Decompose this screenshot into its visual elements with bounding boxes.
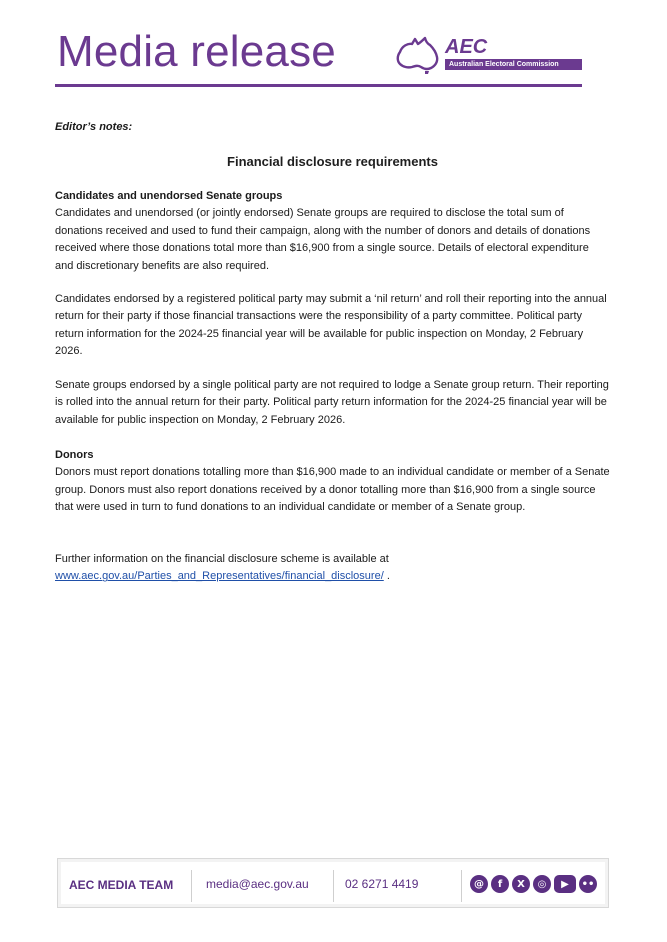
section-title: Candidates and unendorsed Senate groups [55, 190, 283, 202]
logo-subtitle: Australian Electoral Commission [449, 61, 559, 68]
header-divider [55, 84, 582, 87]
further-information [55, 551, 610, 586]
editors-notes-label: Editor’s notes: [55, 121, 133, 133]
paragraph: Candidates endorsed by a registered political party may submit a ‘nil return’ and roll their reporting into the annual return for their party if those financial transactions were the responsibility of a party committee. Political party return information for the 2024-25 financial year will be available for public inspection on Monday, 2 February 2026. [55, 293, 607, 358]
threads-icon[interactable]: @ [470, 875, 488, 893]
youtube-icon[interactable]: ▶ [554, 875, 576, 893]
paragraph: Candidates and unendorsed (or jointly endorsed) Senate groups are required to disclose the total sum of donations received and used to fund their campaign, along with the number of donors and details of donations received where those donations total more than $16,900 from a single source. Details of electoral expenditure and discretionary benefits are also required. [55, 207, 591, 272]
contact-footer [57, 858, 609, 908]
social-icons [470, 875, 597, 895]
paragraph: Senate groups endorsed by a single political party are not required to lodge a Senate group return. Their reporting is rolled into the annual return for their party. Political party return information for the 2024-25 financial year will be available for public inspection on Monday, 2 February 2026. [55, 379, 609, 426]
instagram-icon[interactable]: ◎ [533, 875, 551, 893]
section-heading: Financial disclosure requirements [227, 154, 438, 169]
australia-map-icon [394, 36, 440, 76]
flickr-icon[interactable]: •• [579, 875, 597, 893]
logo-abbrev: AEC [445, 36, 488, 58]
media-phone[interactable]: 02 6271 4419 [345, 877, 419, 891]
further-info-text: Further information on the financial disclosure scheme is available at [55, 553, 389, 565]
paragraph: Donors must report donations totalling more than $16,900 made to an individual candidate or member of a Senate group. Donors must also report donations received by a donor totalling more than $16,900 from a single source that were used in turn to fund donations to an individual candidate or member of a Senate group. [55, 466, 610, 514]
x-icon[interactable]: X [512, 875, 530, 893]
media-team-label: AEC MEDIA TEAM [69, 878, 174, 892]
section-senate-groups [55, 377, 610, 429]
section-title: Donors [55, 449, 94, 461]
aec-logo [394, 36, 584, 76]
footer-divider [191, 870, 192, 902]
facebook-icon[interactable]: f [491, 875, 509, 893]
section-donors [55, 447, 610, 517]
section-candidates [55, 188, 610, 275]
media-email[interactable]: media@aec.gov.au [206, 877, 309, 891]
section-endorsed-candidates [55, 291, 610, 361]
footer-divider [461, 870, 462, 902]
disclosure-link[interactable]: www.aec.gov.au/Parties_and_Representatives/financial_disclosure/ [55, 570, 384, 583]
link-suffix: . [383, 570, 390, 583]
footer-panel [61, 862, 605, 904]
footer-divider [333, 870, 334, 902]
further-info-line [55, 568, 610, 585]
page-title: Media release [57, 27, 336, 76]
